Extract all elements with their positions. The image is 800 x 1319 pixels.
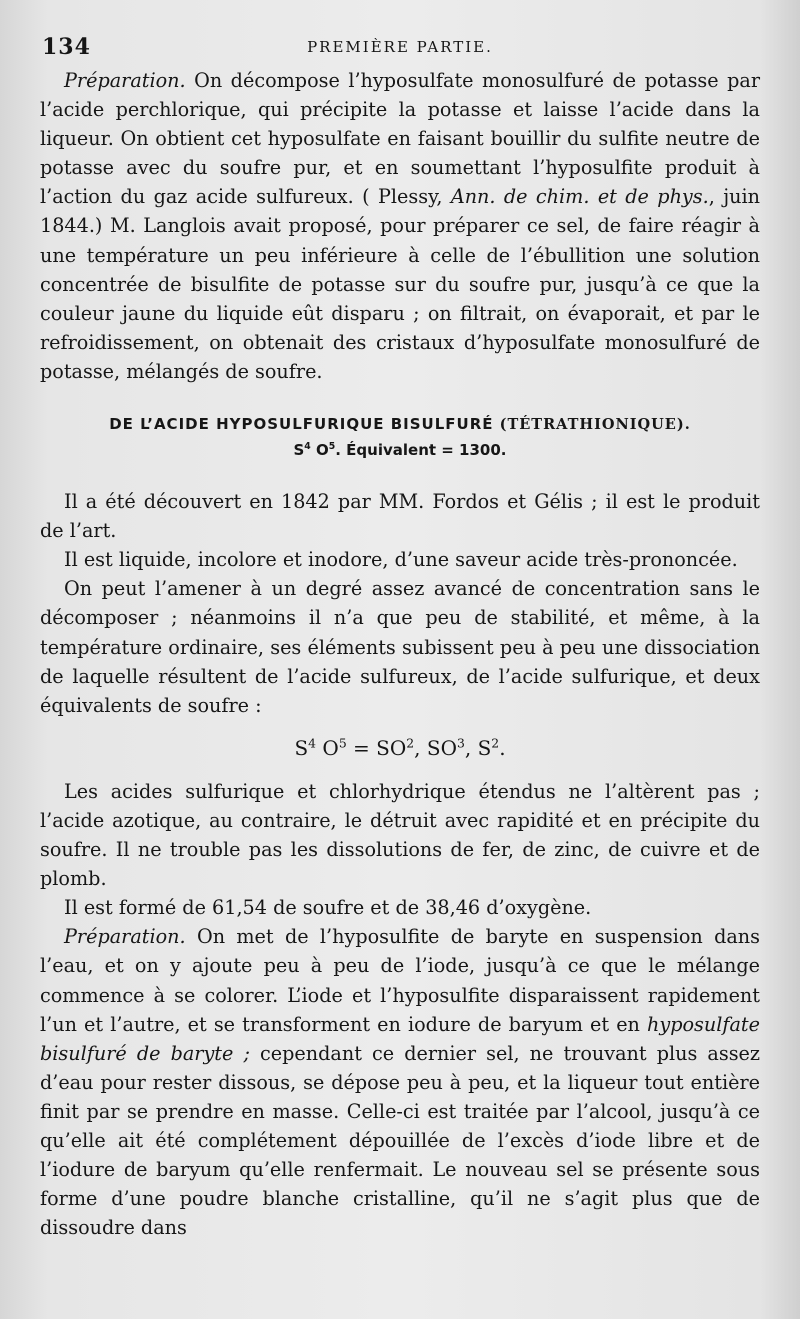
body-text	[40, 66, 760, 1242]
section-formula: $S^4$ $O^5$. Équivalent = 1300.	[293, 441, 507, 460]
equivalent-value: . Équivalent = 1300.	[335, 441, 507, 460]
section-title: DE L’ACIDE HYPOSULFURIQUE BISULFURÉ (TÉTRATHIONIQUE).	[109, 415, 691, 434]
paragraph-composition: Il est formé de 61,54 de soufre et de 38,46 d’oxygène.	[64, 896, 592, 920]
paragraph-acids: Les acides sulfurique et chlorhydrique étendus ne l’altèrent pas ; l’acide azotique, au contraire, le détruit avec rapidité et en précipite du soufre. Il ne trouble pas les dissolutions de fer, de zinc, de cuivre et de plomb.	[40, 779, 760, 891]
running-head: PREMIÈRE PARTIE.	[307, 38, 493, 56]
preparation-label: Préparation.	[64, 925, 186, 949]
page-header	[42, 34, 758, 64]
page-number: 134	[42, 34, 91, 60]
paragraph-discovery: Il a été découvert en 1842 par MM. Fordos et Gélis ; il est le produit de l’art.	[40, 490, 760, 543]
salt-name: hyposulfate bisulfuré de baryte ;	[40, 1012, 760, 1065]
preparation-label: Préparation.	[64, 69, 186, 92]
paragraph-preparation-1: Préparation. On décompose l’hyposulfate monosulfuré de potasse par l’acide perchlorique, qui précipite la potasse et laisse l’acide dans la liqueur. On obtient cet hyposulfate en faisant bouillir du sulfite neutre de potasse avec du soufre pur, et en soumettant l’hyposulfite produit à l’action du gaz acide sulfureux. ( Plessy, Ann. de chim. et de phys., juin 1844.) M. Langlois avait proposé, pour préparer ce sel, de faire réagir à une température un peu inférieure à celle de l’ébullition une solution concentrée de bisulfite de potasse sur du soufre pur, jusqu’à ce que la couleur jaune du liquide eût disparu ; on filtrait, on évaporait, et par le refroidissement, on obtenait des cristaux d’hyposulfate monosulfuré de potasse, mélangés de soufre.	[40, 69, 760, 383]
paragraph-preparation-2: Préparation. On met de l’hyposulfite de baryte en suspension dans l’eau, et on y ajoute peu à peu de l’iode, jusqu’à ce que le mélange commence à se colorer. L’iode et l’hyposulfite disparaissent rapidement l’un et l’autre, et se transforment en iodure de baryum et en hyposulfate bisulfuré de baryte ; cependant ce dernier sel, ne trouvant plus assez d’eau pour rester dissous, se dépose peu à peu, et la liqueur tout entière finit par se prendre en masse. Celle-ci est traitée par l’alcool, jusqu’à ce qu’elle ait été complétement dépouillée de l’excès d’iode libre et de l’iodure de baryum qu’elle renfermait. Le nouveau sel se présente sous forme d’une poudre blanche cristalline, qu’il ne s’agit plus que de dissoudre dans	[40, 925, 761, 1240]
journal-citation: Ann. de chim. et de phys.	[450, 185, 709, 209]
decomposition-equation: $S^4$ $O^5 = SO^2$, $SO^3$, $S^2$.	[294, 735, 506, 760]
paragraph-stability: On peut l’amener à un degré assez avancé de concentration sans le décomposer ; néanmoins il n’a que peu de stabilité, et même, à la température ordinaire, ses éléments subissent peu à peu une dissociation de laquelle résultent de l’acide sulfureux, de l’acide sulfurique, et deux équivalents de soufre :	[40, 577, 760, 717]
section-subtitle: (TÉTRATHIONIQUE).	[499, 416, 691, 434]
paragraph-properties: Il est liquide, incolore et inodore, d’une saveur acide très-prononcée.	[64, 548, 738, 572]
